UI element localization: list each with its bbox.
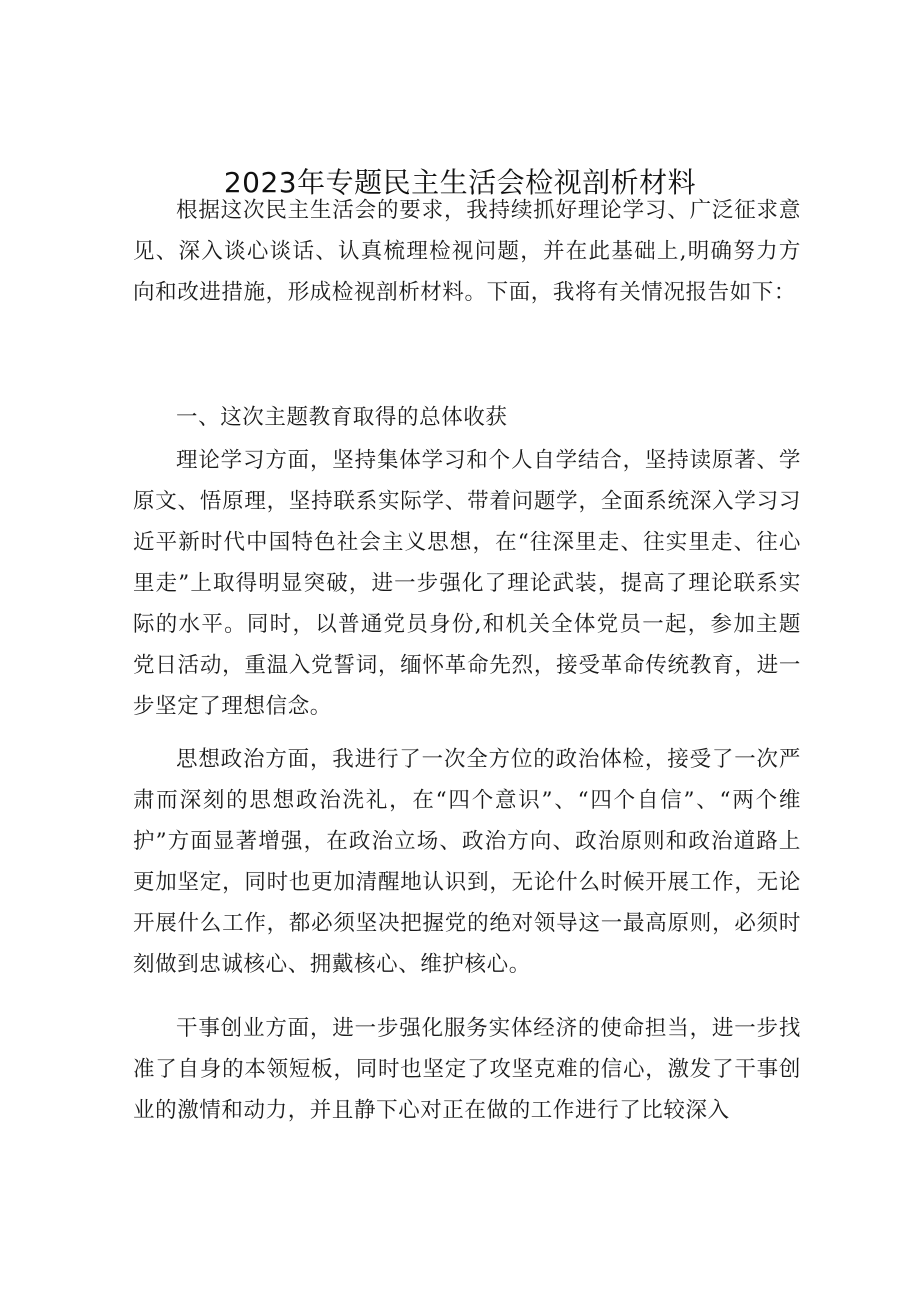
paragraph-political-thought: 思想政治方面，我进行了一次全方位的政治体检，接受了一次严肃而深刻的思想政治洗礼，在“四个意识”、“四个自信”、“两个维护”方面显著增强，在政治立场、政治方向、政治原则和政治道路上更加坚定，同时也更加清醒地认识到，无论什么时候开展工作，无论开展什么工作，都必须坚决把握党的绝对领导这一最高原则，必须时刻做到忠诚核心、拥戴核心、维护核心。 (133, 747, 801, 977)
document-title: 2023年专题民主生活会检视剖析材料 (223, 166, 697, 199)
paragraph-theory-study: 理论学习方面，坚持集体学习和个人自学结合，坚持读原著、学原文、悟原理，坚持联系实际学、带着问题学，全面系统深入学习习近平新时代中国特色社会主义思想，在“往深里走、往实里走、往心里走”上取得明显突破，进一步强化了理论武装，提高了理论联系实际的水平。同时，以普通党员身份,和机关全体党员一起，参加主题党日活动，重温入党誓词，缅怀革命先烈，接受革命传统教育，进一步坚定了理想信念。 (133, 448, 801, 719)
section-heading-block (133, 397, 801, 438)
intro-paragraph: 根据这次民主生活会的要求，我持续抓好理论学习、广泛征求意见、深入谈心谈话、认真梳理检视问题，并在此基础上,明确努力方向和改进措施，形成检视剖析材料。下面，我将有关情况报告如下： (133, 198, 801, 305)
section-heading: 一、这次主题教育取得的总体收获 (176, 405, 508, 430)
intro-block (133, 190, 801, 313)
paragraph-block-work (133, 1008, 801, 1131)
paragraph-career-work: 干事创业方面，进一步强化服务实体经济的使命担当，进一步找准了自身的本领短板，同时也坚定了攻坚克难的信心，激发了干事创业的激情和动力，并且静下心对正在做的工作进行了比较深入 (133, 1016, 801, 1123)
paragraph-block-politics (133, 739, 801, 985)
paragraph-block-theory (133, 440, 801, 727)
